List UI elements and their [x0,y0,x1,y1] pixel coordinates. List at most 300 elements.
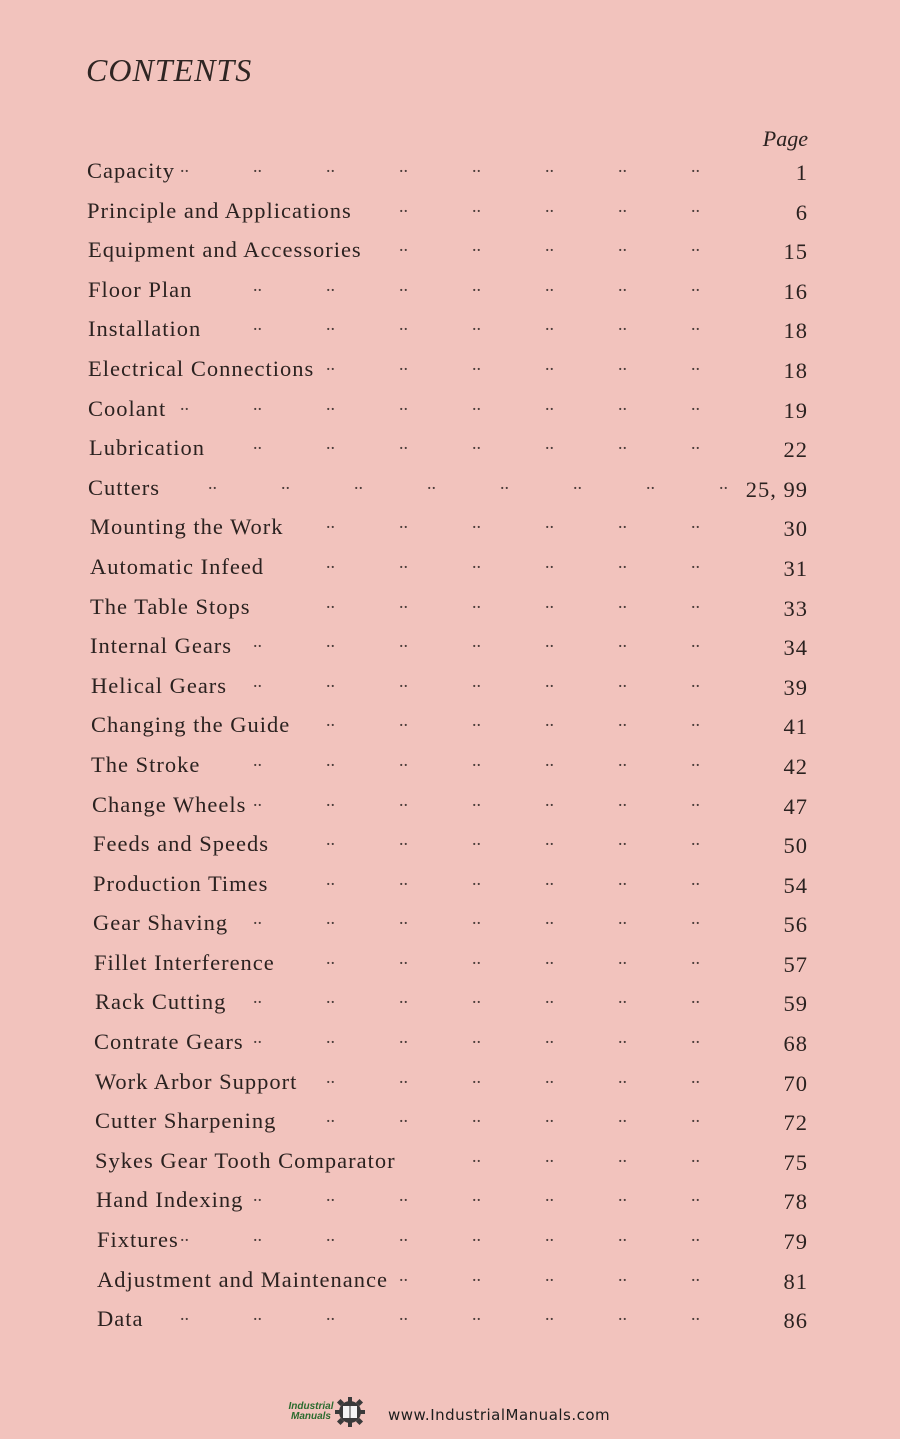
toc-leader-dots [294,829,732,868]
leader-dot-group: .. [399,1066,408,1087]
toc-entry-label: Fillet Interference [94,949,275,975]
leader-dot-group: .. [253,1185,262,1206]
leader-dot-group: .. [573,472,582,493]
toc-entry-page: 78 [783,1189,808,1215]
toc-entry-label: Adjustment and Maintenance [97,1266,388,1292]
leader-dot-group: .. [691,908,700,929]
leader-dot-group: .. [472,947,481,968]
leader-dot-group: .. [399,1264,408,1285]
leader-dot-group: .. [691,1066,700,1087]
toc-entry-page: 30 [783,516,808,542]
leader-dot-group: .. [618,1066,627,1087]
leader-dot-group: .. [545,591,554,612]
toc-leader-dots [221,671,732,710]
leader-dot-group: .. [691,393,700,414]
leader-dot-group: .. [618,591,627,612]
leader-dot-group: .. [618,1304,627,1325]
toc-entry-page: 18 [783,357,808,383]
toc-leader-dots [148,394,732,433]
leader-dot-group: .. [399,829,408,850]
leader-dot-group: .. [399,314,408,335]
leader-dot-group: .. [472,195,481,216]
leader-dot-group: .. [691,274,700,295]
toc-entry-label: Helical Gears [91,672,228,698]
leader-dot-group: .. [253,670,262,691]
toc-leader-dots [294,592,732,631]
toc-leader-dots [367,196,732,235]
leader-dot-group: .. [399,868,408,889]
toc-entry-label: The Stroke [91,751,201,777]
leader-dot-group: .. [326,1185,335,1206]
leader-dot-group: .. [253,1304,262,1325]
leader-dot-group: .. [326,156,335,176]
toc-entry-page: 56 [783,912,808,938]
leader-dot-group: .. [545,829,554,850]
logo-line-1: Industrial [288,1401,334,1412]
toc-entry-label: Feeds and Speeds [93,831,269,857]
leader-dot-group: .. [399,631,408,652]
leader-dot-group: .. [281,472,290,493]
toc-leader-dots [294,1067,732,1106]
leader-dot-group: .. [399,512,408,533]
toc-entry-page: 34 [783,635,808,661]
toc-entry-label: Data [97,1306,144,1332]
toc-entry-page: 25, 99 [745,476,808,502]
leader-dot-group: .. [691,670,700,691]
leader-dot-group: .. [472,789,481,810]
toc-entry[interactable] [0,196,900,236]
toc-leader-dots [221,275,732,314]
toc-entry-label: Fixtures [97,1227,179,1253]
leader-dot-group: .. [618,987,627,1008]
toc-entry[interactable] [0,869,900,909]
leader-dot-group: .. [545,1066,554,1087]
toc-entry-page: 70 [783,1070,808,1096]
leader-dot-group: .. [618,235,627,256]
leader-dot-group: .. [253,631,262,652]
toc-entry[interactable] [0,1146,900,1186]
leader-dot-group: .. [545,1225,554,1246]
table-of-contents [0,156,900,1344]
leader-dot-group: .. [326,591,335,612]
leader-dot-group: .. [618,631,627,652]
leader-dot-group: .. [618,789,627,810]
leader-dot-group: .. [618,195,627,216]
leader-dot-group: .. [691,156,700,176]
leader-dot-group: .. [691,1185,700,1206]
toc-entry-label: Mounting the Work [90,514,284,540]
toc-entry-label: Principle and Applications [87,197,352,223]
leader-dot-group: .. [399,235,408,256]
leader-dot-group: .. [545,274,554,295]
toc-entry[interactable] [0,354,900,394]
leader-dot-group: .. [472,512,481,533]
leader-dot-group: .. [180,1225,189,1246]
leader-dot-group: .. [253,156,262,176]
toc-entry[interactable] [0,1304,900,1344]
toc-entry[interactable] [0,671,900,711]
leader-dot-group: .. [399,987,408,1008]
toc-entry-label: Contrate Gears [94,1029,244,1055]
leader-dot-group: .. [691,789,700,810]
leader-dot-group: .. [618,551,627,572]
leader-dot-group: .. [326,670,335,691]
leader-dot-group: .. [618,1106,627,1127]
toc-leader-dots [221,631,732,670]
leader-dot-group: .. [545,1145,554,1166]
leader-dot-group: .. [618,274,627,295]
toc-entry-page: 22 [783,437,808,463]
toc-entry-label: Capacity [87,158,175,183]
toc-entry-page: 18 [783,318,808,344]
leader-dot-group: .. [545,1185,554,1206]
leader-dot-group: .. [691,1027,700,1048]
toc-entry[interactable] [0,1185,900,1225]
toc-leader-dots [294,1106,732,1145]
leader-dot-group: .. [618,512,627,533]
toc-entry[interactable] [0,1027,900,1067]
leader-dot-group: .. [326,987,335,1008]
leader-dot-group: .. [545,868,554,889]
leader-dot-group: .. [691,1106,700,1127]
toc-entry[interactable] [0,235,900,275]
toc-entry-page: 79 [783,1229,808,1255]
toc-leader-dots [176,473,760,512]
toc-entry-label: Coolant [88,395,167,421]
leader-dot-group: .. [326,908,335,929]
leader-dot-group: .. [618,947,627,968]
leader-dot-group: .. [545,512,554,533]
leader-dot-group: .. [354,472,363,493]
toc-entry-label: Equipment and Accessories [88,237,362,263]
toc-entry[interactable] [0,314,900,354]
toc-entry-label: Floor Plan [88,276,193,302]
gear-book-icon [334,1396,366,1428]
leader-dot-group: .. [399,1027,408,1048]
toc-leader-dots [221,750,732,789]
leader-dot-group: .. [545,908,554,929]
toc-entry[interactable] [0,512,900,552]
website-url[interactable]: www.IndustrialManuals.com [388,1406,611,1424]
leader-dot-group: .. [399,551,408,572]
leader-dot-group: .. [719,472,728,493]
leader-dot-group: .. [472,829,481,850]
leader-dot-group: .. [253,314,262,335]
leader-dot-group: .. [326,749,335,770]
leader-dot-group: .. [253,908,262,929]
toc-entry[interactable] [0,473,900,513]
toc-entry-page: 75 [783,1149,808,1175]
toc-leader-dots [294,869,732,908]
leader-dot-group: .. [472,235,481,256]
leader-dot-group: .. [545,433,554,454]
leader-dot-group: .. [427,472,436,493]
toc-entry-page: 68 [783,1031,808,1057]
leader-dot-group: .. [545,1304,554,1325]
toc-leader-dots [221,1185,732,1224]
toc-entry[interactable] [0,908,900,948]
leader-dot-group: .. [472,353,481,374]
leader-dot-group: .. [691,353,700,374]
leader-dot-group: .. [326,1066,335,1087]
toc-entry-page: 6 [795,199,808,225]
toc-entry[interactable] [0,829,900,869]
toc-entry-page: 41 [783,714,808,740]
leader-dot-group: .. [618,710,627,731]
leader-dot-group: .. [326,393,335,414]
leader-dot-group: .. [691,631,700,652]
toc-leader-dots [367,1265,732,1304]
leader-dot-group: .. [253,433,262,454]
leader-dot-group: .. [618,433,627,454]
leader-dot-group: .. [399,195,408,216]
toc-entry-label: Cutters [88,474,160,500]
toc-entry[interactable] [0,631,900,671]
toc-entry[interactable] [0,1265,900,1305]
leader-dot-group: .. [326,314,335,335]
leader-dot-group: .. [399,789,408,810]
leader-dot-group: .. [208,472,217,493]
leader-dot-group: .. [691,551,700,572]
leader-dot-group: .. [472,433,481,454]
leader-dot-group: .. [399,1304,408,1325]
leader-dot-group: .. [180,156,189,176]
toc-entry-label: Internal Gears [90,633,233,659]
leader-dot-group: .. [326,274,335,295]
toc-entry[interactable] [0,750,900,790]
toc-entry-label: Installation [88,316,202,342]
toc-leader-dots [294,354,732,393]
leader-dot-group: .. [399,670,408,691]
leader-dot-group: .. [472,868,481,889]
leader-dot-group: .. [326,631,335,652]
leader-dot-group: .. [545,1106,554,1127]
leader-dot-group: .. [472,393,481,414]
toc-entry[interactable] [0,156,900,196]
toc-entry-page: 16 [783,278,808,304]
toc-entry-label: The Table Stops [90,593,251,619]
leader-dot-group: .. [545,947,554,968]
toc-entry-label: Rack Cutting [95,989,227,1015]
leader-dot-group: .. [472,591,481,612]
leader-dot-group: .. [500,472,509,493]
leader-dot-group: .. [399,393,408,414]
leader-dot-group: .. [545,393,554,414]
leader-dot-group: .. [326,829,335,850]
leader-dot-group: .. [691,591,700,612]
leader-dot-group: .. [545,631,554,652]
toc-leader-dots [294,512,732,551]
leader-dot-group: .. [691,868,700,889]
leader-dot-group: .. [691,512,700,533]
toc-entry-page: 33 [783,595,808,621]
leader-dot-group: .. [180,393,189,414]
leader-dot-group: .. [545,156,554,176]
leader-dot-group: .. [691,829,700,850]
leader-dot-group: .. [618,353,627,374]
leader-dot-group: .. [253,274,262,295]
leader-dot-group: .. [618,1145,627,1166]
leader-dot-group: .. [545,670,554,691]
toc-leader-dots [221,1027,732,1066]
leader-dot-group: .. [399,353,408,374]
leader-dot-group: .. [253,789,262,810]
leader-dot-group: .. [472,1264,481,1285]
leader-dot-group: .. [691,1225,700,1246]
toc-entry-label: Production Times [93,870,269,896]
leader-dot-group: .. [399,156,408,176]
toc-entry-page: 57 [783,951,808,977]
leader-dot-group: .. [618,868,627,889]
leader-dot-group: .. [646,472,655,493]
leader-dot-group: .. [545,235,554,256]
toc-leader-dots [221,987,732,1026]
toc-entry-page: 59 [783,991,808,1017]
leader-dot-group: .. [253,1225,262,1246]
toc-entry[interactable] [0,433,900,473]
leader-dot-group: .. [545,710,554,731]
toc-leader-dots [221,314,732,353]
toc-leader-dots [367,235,732,274]
logo-text [280,1402,342,1422]
toc-entry-label: Work Arbor Support [95,1068,298,1094]
toc-entry-page: 1 [795,160,808,185]
leader-dot-group: .. [618,749,627,770]
leader-dot-group: .. [472,551,481,572]
toc-entry[interactable] [0,552,900,592]
toc-leader-dots [148,156,732,195]
footer [0,1390,900,1439]
leader-dot-group: .. [326,1027,335,1048]
page-title: CONTENTS [86,52,253,88]
leader-dot-group: .. [472,631,481,652]
leader-dot-group: .. [399,710,408,731]
leader-dot-group: .. [399,274,408,295]
leader-dot-group: .. [691,710,700,731]
leader-dot-group: .. [691,1145,700,1166]
leader-dot-group: .. [472,1027,481,1048]
toc-entry-label: Hand Indexing [96,1187,244,1213]
logo-line-2: Manuals [290,1411,331,1422]
leader-dot-group: .. [472,1145,481,1166]
toc-entry-page: 19 [783,397,808,423]
toc-entry[interactable] [0,790,900,830]
toc-entry-page: 31 [783,555,808,581]
leader-dot-group: .. [399,1185,408,1206]
toc-entry-page: 15 [783,239,808,265]
leader-dot-group: .. [326,1225,335,1246]
leader-dot-group: .. [691,987,700,1008]
leader-dot-group: .. [618,1264,627,1285]
leader-dot-group: .. [472,1225,481,1246]
toc-entry-label: Lubrication [89,435,205,461]
toc-entry-label: Changing the Guide [91,712,291,738]
leader-dot-group: .. [326,789,335,810]
leader-dot-group: .. [691,433,700,454]
leader-dot-group: .. [399,1225,408,1246]
toc-leader-dots [440,1146,732,1185]
page-column-header: Page [762,126,808,151]
leader-dot-group: .. [326,1106,335,1127]
leader-dot-group: .. [253,749,262,770]
toc-entry[interactable] [0,1067,900,1107]
toc-entry-page: 72 [783,1110,808,1136]
leader-dot-group: .. [691,749,700,770]
leader-dot-group: .. [472,1185,481,1206]
leader-dot-group: .. [326,512,335,533]
toc-entry-label: Gear Shaving [93,910,229,936]
leader-dot-group: .. [399,1106,408,1127]
leader-dot-group: .. [399,947,408,968]
leader-dot-group: .. [691,195,700,216]
toc-entry[interactable] [0,710,900,750]
toc-entry[interactable] [0,394,900,434]
leader-dot-group: .. [545,789,554,810]
toc-entry-page: 42 [783,753,808,779]
toc-leader-dots [294,552,732,591]
leader-dot-group: .. [691,235,700,256]
toc-entry[interactable] [0,987,900,1027]
toc-entry[interactable] [0,1225,900,1265]
leader-dot-group: .. [326,1304,335,1325]
leader-dot-group: .. [180,1304,189,1325]
leader-dot-group: .. [545,551,554,572]
toc-entry[interactable] [0,948,900,988]
leader-dot-group: .. [472,710,481,731]
leader-dot-group: .. [399,591,408,612]
leader-dot-group: .. [253,393,262,414]
leader-dot-group: .. [618,393,627,414]
leader-dot-group: .. [545,353,554,374]
toc-leader-dots [148,1225,732,1264]
toc-entry-label: Automatic Infeed [90,553,265,579]
leader-dot-group: .. [618,1225,627,1246]
toc-leader-dots [294,710,732,749]
leader-dot-group: .. [691,1304,700,1325]
toc-entry-label: Electrical Connections [88,355,315,381]
leader-dot-group: .. [691,1264,700,1285]
leader-dot-group: .. [472,749,481,770]
leader-dot-group: .. [691,947,700,968]
toc-entry-label: Cutter Sharpening [95,1108,277,1134]
toc-leader-dots [294,948,732,987]
leader-dot-group: .. [691,314,700,335]
toc-entry-page: 47 [783,793,808,819]
leader-dot-group: .. [545,749,554,770]
toc-leader-dots [148,1304,732,1343]
toc-entry[interactable] [0,1106,900,1146]
leader-dot-group: .. [472,1304,481,1325]
toc-entry[interactable] [0,275,900,315]
leader-dot-group: .. [326,868,335,889]
industrial-manuals-logo [280,1394,370,1434]
toc-entry-label: Change Wheels [92,791,247,817]
toc-entry-page: 86 [783,1308,808,1334]
toc-entry[interactable] [0,592,900,632]
leader-dot-group: .. [618,670,627,691]
leader-dot-group: .. [472,314,481,335]
leader-dot-group: .. [618,908,627,929]
leader-dot-group: .. [399,433,408,454]
toc-entry-page: 39 [783,674,808,700]
leader-dot-group: .. [618,1027,627,1048]
leader-dot-group: .. [326,551,335,572]
leader-dot-group: .. [253,987,262,1008]
leader-dot-group: .. [618,314,627,335]
toc-leader-dots [221,908,732,947]
leader-dot-group: .. [545,1027,554,1048]
leader-dot-group: .. [472,670,481,691]
